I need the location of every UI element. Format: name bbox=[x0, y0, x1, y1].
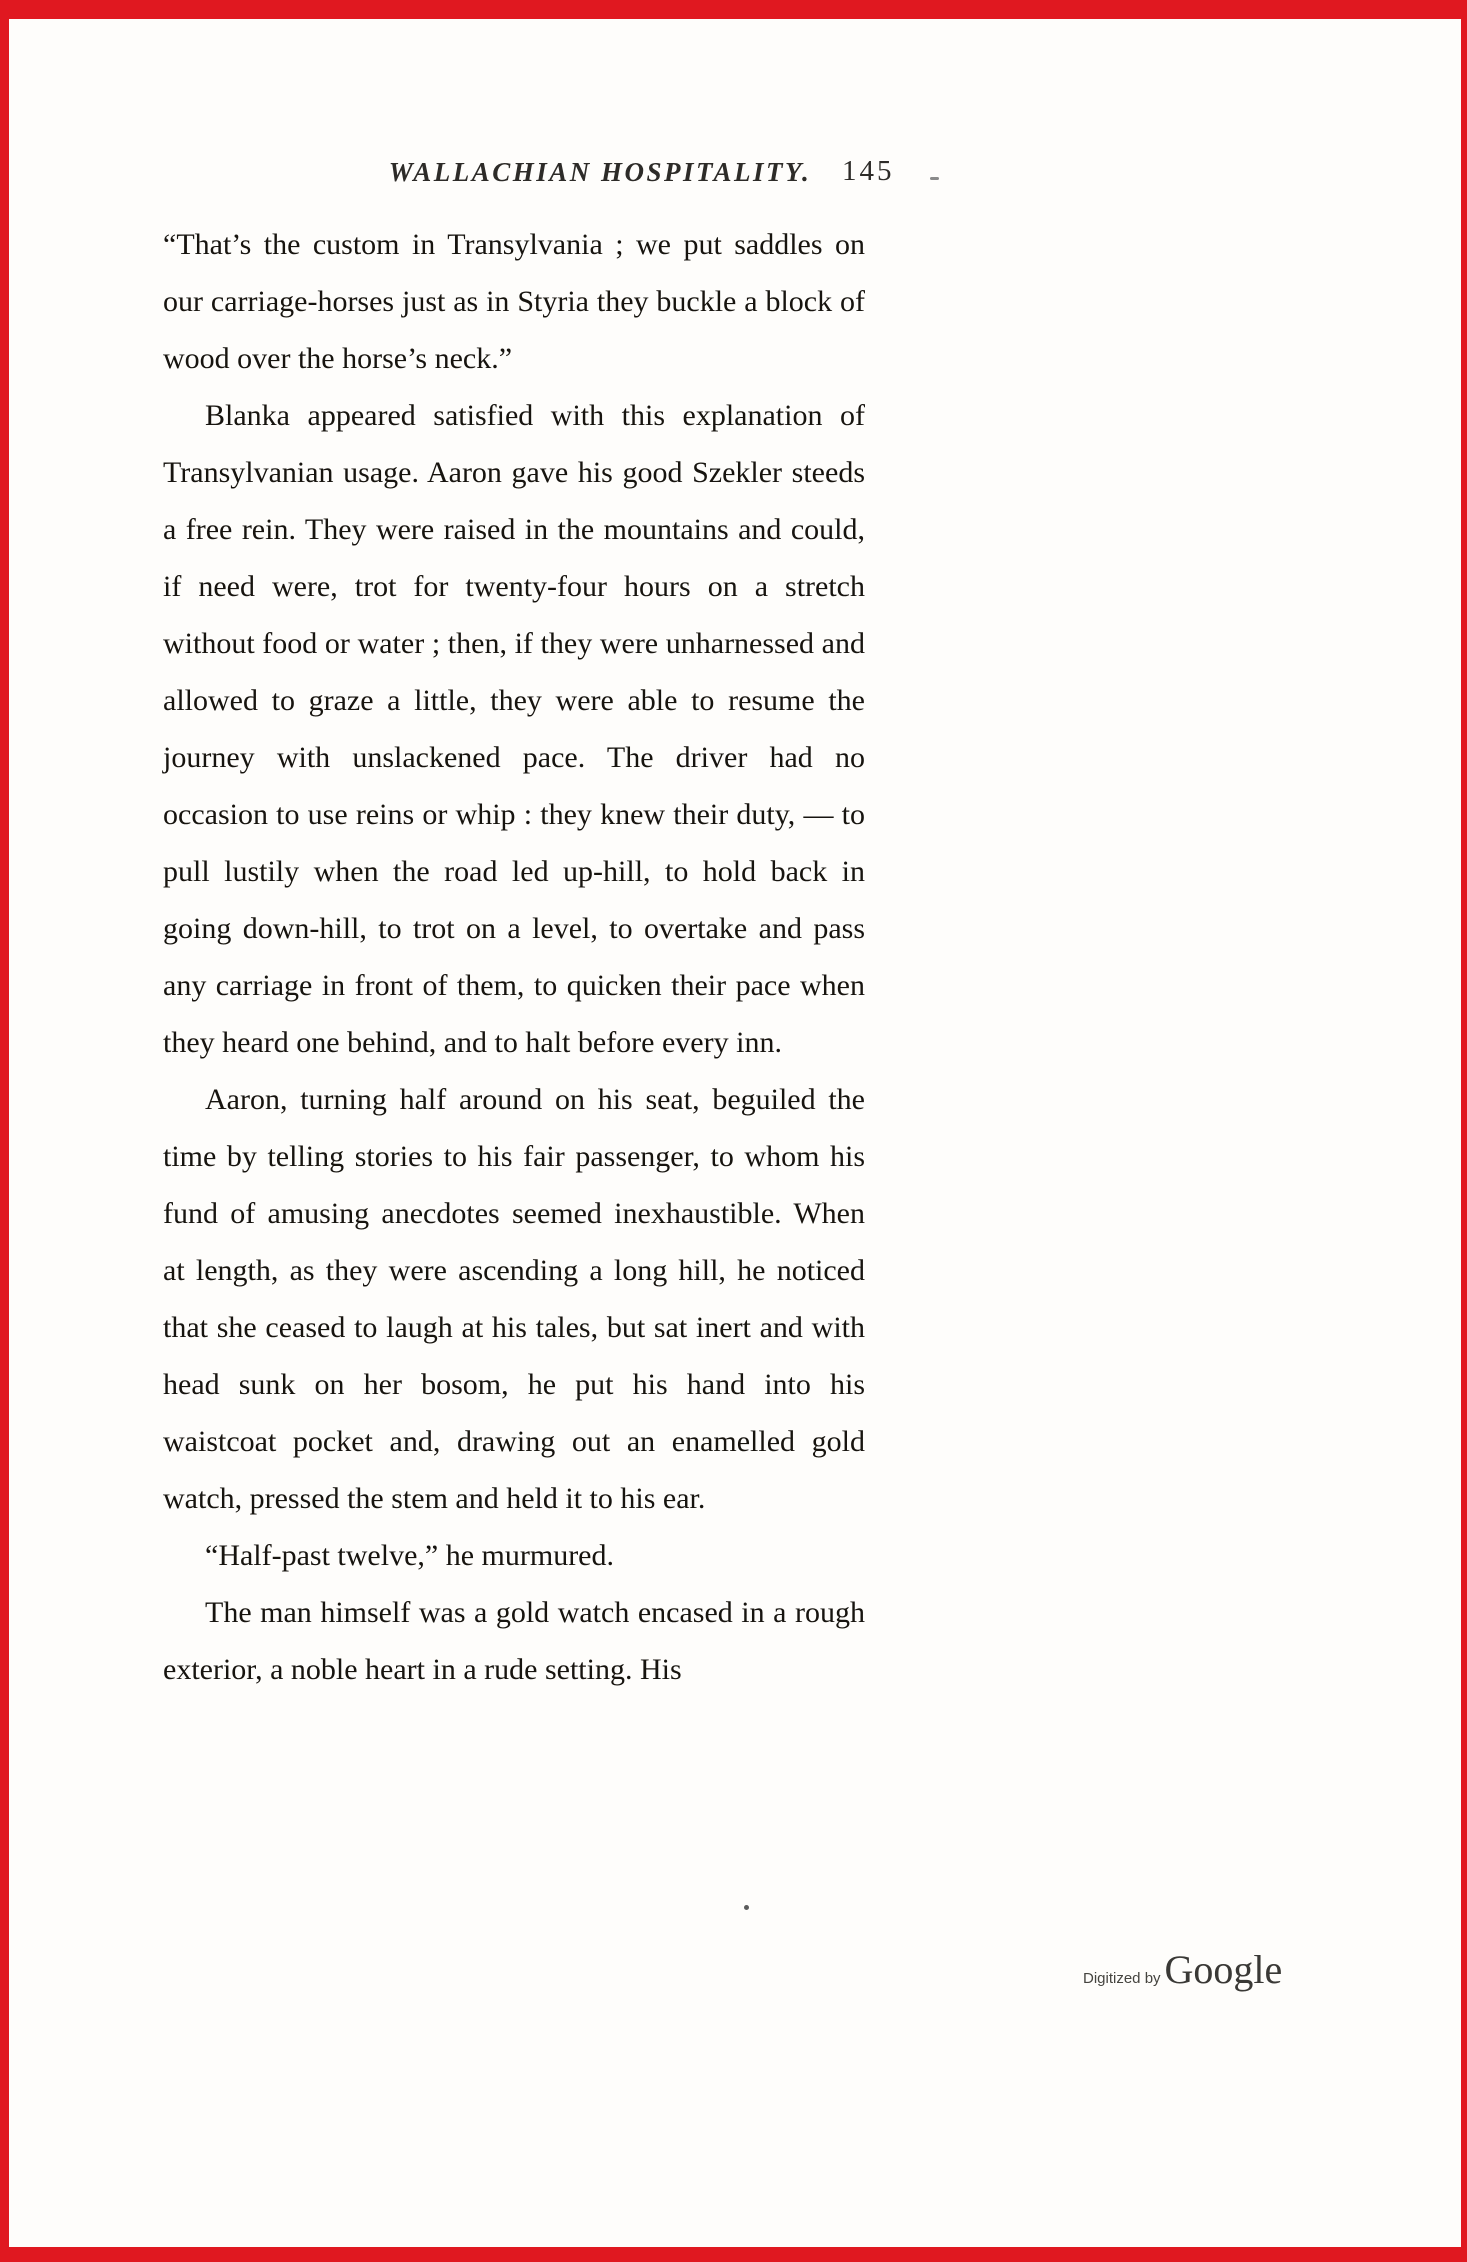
body-text bbox=[163, 216, 865, 1698]
paragraph: “Half-past twelve,” he murmured. bbox=[205, 1539, 614, 1572]
ink-mark bbox=[930, 177, 939, 180]
paragraph: Aaron, turning half around on his seat, beguiled the time by telling stories to his fair passenger, to whom his fund of amusing anecdotes seemed inexhaustible. When at length, as they were ascending a long hill, he noticed that she ceased to laugh at his tales, but sat inert and with head sunk on her bosom, he put his hand into his waistcoat pocket and, drawing out an enamelled gold watch, pressed the stem and held it to his ear. bbox=[163, 1083, 865, 1515]
scan-edge-left bbox=[0, 0, 9, 2262]
digitized-by-label: Digitized by bbox=[1083, 1970, 1161, 1987]
scan-edge-right bbox=[1461, 0, 1467, 2262]
page-number: 145 bbox=[842, 155, 895, 187]
ink-dot bbox=[744, 1905, 749, 1910]
digitized-footer bbox=[1083, 1946, 1282, 1993]
scan-edge-top bbox=[0, 0, 1467, 19]
paragraph: “That’s the custom in Transylvania ; we put saddles on our carriage-horses just as in Styria they buckle a block of wood over the horse’s neck.” bbox=[163, 228, 865, 375]
scan-edge-bottom bbox=[0, 2247, 1467, 2262]
paragraph: Blanka appeared satisfied with this explanation of Transylvanian usage. Aaron gave his good Szekler steeds a free rein. They were raised in the mountains and could, if need were, trot for twenty-four hours on a stretch without food or water ; then, if they were unharnessed and allowed to graze a little, they were able to resume the journey with unslackened pace. The driver had no occasion to use reins or whip : they knew their duty, — to pull lustily when the road led up-hill, to hold back in going down-hill, to trot on a level, to overtake and pass any carriage in front of them, to quicken their pace when they heard one behind, and to halt before every inn. bbox=[163, 399, 865, 1059]
paragraph: The man himself was a gold watch encased in a rough exterior, a noble heart in a rude setting. His bbox=[163, 1596, 865, 1686]
google-logo: Google bbox=[1164, 1947, 1283, 1992]
running-head-title: WALLACHIAN HOSPITALITY. bbox=[388, 157, 812, 187]
